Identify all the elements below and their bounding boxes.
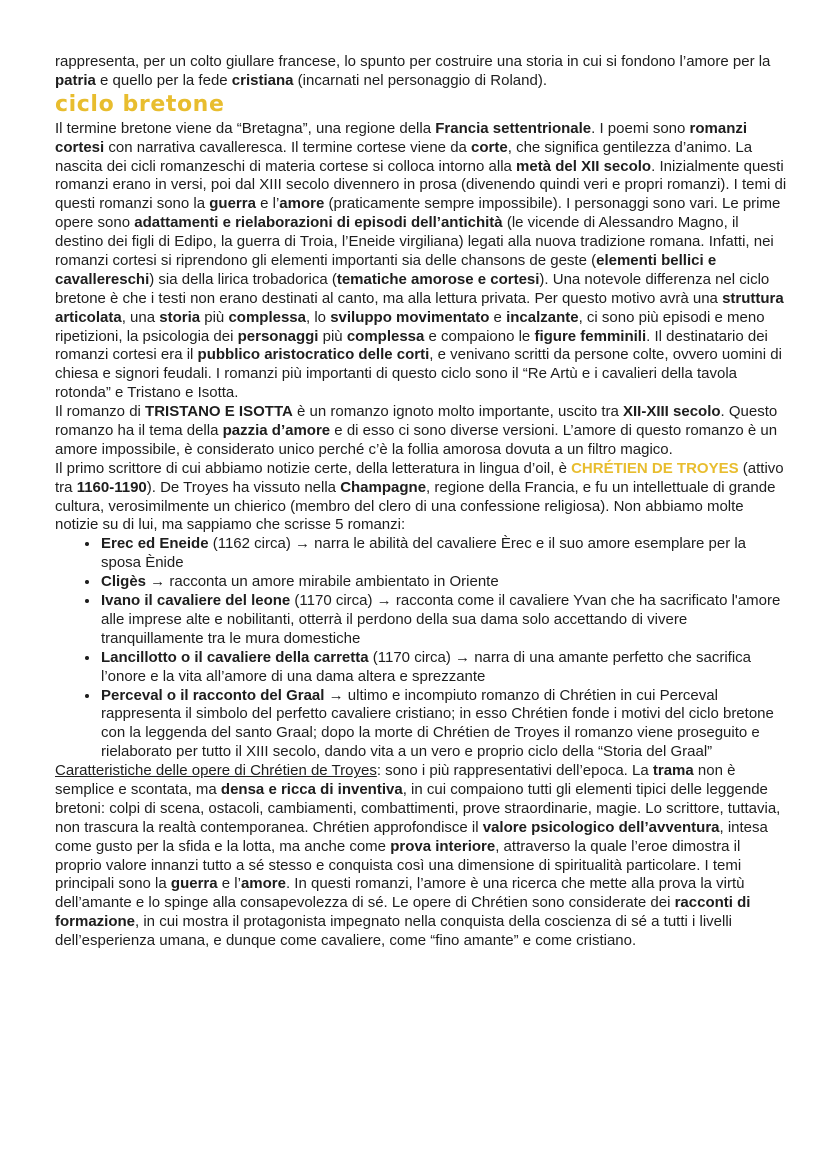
novel-list-item-erec: • Erec ed Eneide (1162 circa) → narra le abilità del cavaliere Èrec e il suo amore esemplare per la sposa Ènide [100,535,790,573]
section-heading-ciclo-bretone: ciclo bretone [55,91,225,117]
paragraph-ciclo-bretone: Il termine bretone viene da “Bretagna”, una regione della Francia settentrionale. I poemi sono romanzi cortesi con narrativa cavalleresca. Il termine cortese viene da corte, che significa gentilezza d’animo. La nascita dei cicli romanzeschi di materia cortese si colloca intorno alla metà del XII secolo. Inizialmente questi romanzi erano in versi, poi dal XIII secolo divennero in prosa (divenendo quindi veri e propri romanzi). I temi di questi romanzi sono la guerra e l’amore (praticamente sempre impossibile). I personaggi sono vari. Le prime opere sono adattamenti e rielaborazioni di episodi dell’antichità (le vicende di Alessandro Magno, il destino dei figli di Edipo, la guerra di Troia, l’Eneide virgiliana) legati alla nuova tradizione romana. Infatti, nei romanzi cortesi si riprendono gli elementi importanti sia delle chansons de geste (elementi bellici e cavallereschi) sia della lirica trobadorica (tematiche amorose e cortesi). Una notevole differenza nel ciclo bretone è che i testi non erano destinati al canto, ma alla lettura privata. Per questo motivo avrà una struttura articolata, una storia più complessa, lo sviluppo movimentato e incalzante, ci sono più episodi e meno ripetizioni, la psicologia dei personaggi più complessa e compaiono le figure femminili. Il destinatario dei romanzi cortesi era il pubblico aristocratico delle corti, e venivano scritti da persone colte, ovvero uomini di chiesa e signori feudali. I romanzi più importanti di questo ciclo sono il “Re Artù e i cavalieri della tavola rotonda” e Tristano e Isotta. [55,119,787,402]
novel-list-item-perceval: • Perceval o il racconto del Graal → ultimo e incompiuto romanzo di Chrétien in cui Perceval rappresenta il simbolo del perfetto cavaliere cristiano; in esso Chrétien fonde i motivi del ciclo bretone con la leggenda del santo Graal; dopo la morte di Chrétien de Troyes il romanzo viene proseguito e rielaborato per tutto il XIII secolo, dando vita a un vero e proprio ciclo della “Storia del Graal” [100,687,790,763]
novel-list-item-ivano: • Ivano il cavaliere del leone (1170 circa) → racconta come il cavaliere Yvan che ha sacrificato l'amore alle imprese alte e nobilitanti, otterrà il perdono della sua dama solo accettando di vivere tranquillamente tra le mura domestiche [100,592,790,649]
paragraph-tristano-isotta: Il romanzo di TRISTANO E ISOTTA è un romanzo ignoto molto importante, uscito tra XII-XIII secolo. Questo romanzo ha il tema della pazzia d’amore e di esso ci sono diverse versioni. L’amore di questo romanzo è un amore impossibile, è considerato unico perché c’è la follia amorosa dovuta a un filtro magico. [55,403,778,458]
paragraph-caratteristiche: Caratteristiche delle opere di Chrétien de Troyes: sono i più rappresentativi dell’epoca. La trama non è semplice e scontata, ma densa e ricca di inventiva, in cui compaiono tutti gli elementi tipici delle leggende bretoni: colpi di scena, ostacoli, cambiamenti, combattimenti, prove straordinarie, magie. Lo scrittore, tuttavia, non trascura la realtà contemporanea. Chrétien approfondisce il valore psicologico dell’avventura, intesa come gusto per la sfida e la lotta, ma anche come prova interiore, attraverso la quale l’eroe dimostra il proprio valore innanzi tutto a sé stesso e conquista così una dimensione di spiritualità particolare. I temi principali sono la guerra e l’amore. In questi romanzi, l’amore è una ricerca che mette alla prova la virtù dell’amante e lo spinge alla consapevolezza di sé. Le opere di Chrétien sono considerate dei racconti di formazione, in cui mostra il protagonista impegnato nella conquista della coscienza di sé a tutti i livelli dell’esperienza umana, e dunque come cavaliere, come “fino amante” e come cristiano. [55,762,781,950]
intro-paragraph: rappresenta, per un colto giullare francese, lo spunto per costruire una storia in cui si fondono l’amore per la patria e quello per la fede cristiana (incarnati nel personaggio di Roland). [55,53,771,89]
paragraph-chretien-troyes: Il primo scrittore di cui abbiamo notizie certe, della letteratura in lingua d’oil, è CHRÉTIEN DE TROYES (attivo tra 1160-1190). De Troyes ha vissuto nella Champagne, regione della Francia, e fu un intellettuale di grande cultura, verosimilmente un chierico (membro del clero di una confessione religiosa). Non abbiamo molte notizie su di lui, ma sappiamo che scrisse 5 romanzi: [55,459,784,534]
novel-list-item-cliges: • Cligès → racconta un amore mirabile ambientato in Oriente [100,573,790,592]
novel-list-item-lancillotto: • Lancillotto o il cavaliere della carretta (1170 circa) → narra di una amante perfetto che sacrifica l’onore e la vita all’amore di una dama altera e sprezzante [100,649,790,687]
novel-list [55,535,790,762]
